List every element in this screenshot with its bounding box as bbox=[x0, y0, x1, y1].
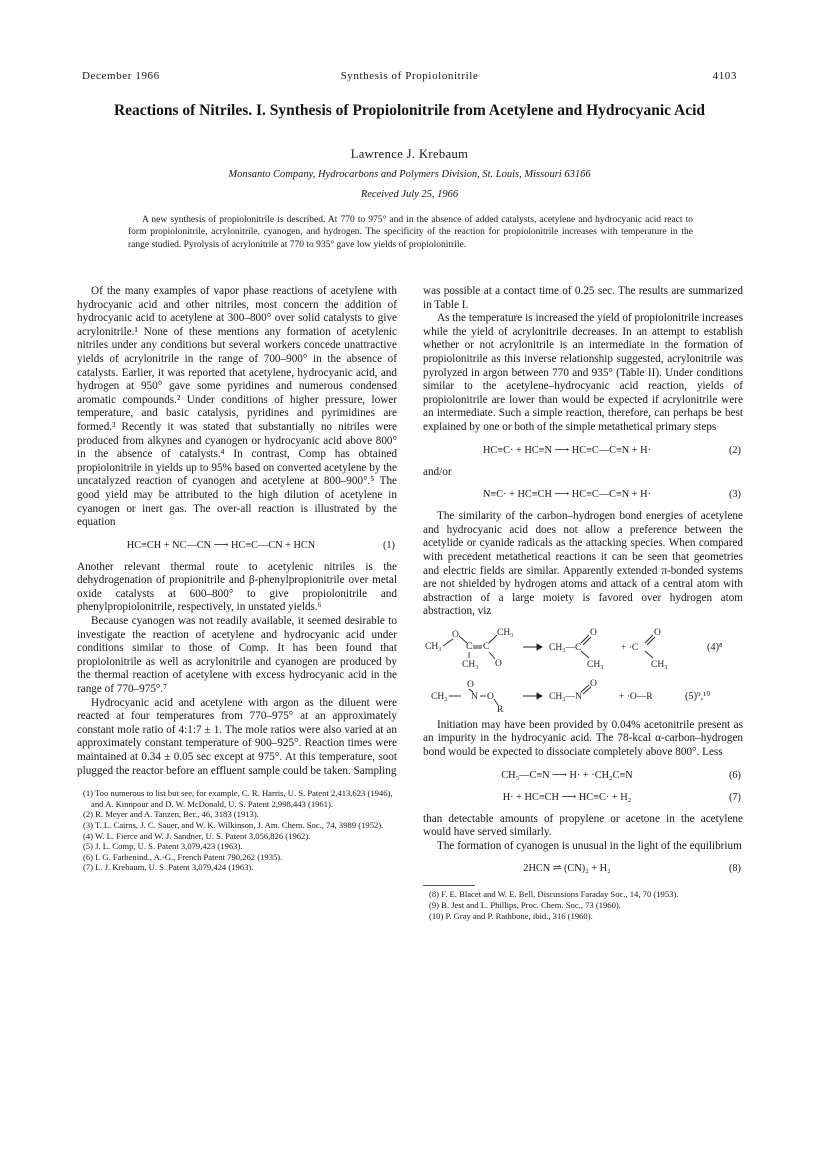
footnote: (3) T. L. Cairns, J. C. Sauer, and W. K. Wilkinson, J. Am. Chem. Soc., 74, 3989 (1952). bbox=[83, 819, 384, 830]
author: Lawrence J. Krebaum bbox=[350, 147, 469, 161]
paragraph: Because cyanogen was not readily available, it seemed desirable to investigate the reaction of acetylene and hydrocyanic acid under conditions similar to those of Comp. It has been found that propiolonitrile as well as acrylonitrile and cyanogen are produced by the thermal reaction of acetylene with excess hydrocyanic acid in the range of 770–975°.⁷ bbox=[77, 615, 397, 696]
footnote: (8) F. E. Blacet and W. E. Bell, Discussions Faraday Soc., 14, 70 (1953). bbox=[429, 889, 679, 900]
equation-number: (1) bbox=[382, 539, 395, 551]
and-or-label: and/or bbox=[423, 465, 452, 478]
svg-text:CH₃: CH₃ bbox=[651, 659, 668, 670]
running-head bbox=[82, 70, 737, 86]
paragraph: was possible at a contact time of 0.25 sec. The results are summarized in Table I. bbox=[423, 285, 743, 311]
svg-text:+ ·O—R: + ·O—R bbox=[619, 691, 653, 702]
footnotes-left bbox=[77, 788, 397, 873]
reaction-scheme-4 bbox=[423, 625, 743, 671]
equation-number: (3) bbox=[728, 489, 741, 501]
paragraph: The similarity of the carbon–hydrogen bond energies of acetylene and hydrocyanic acid does not allow a preference between the acetylide or cyanide radicals as the attacking species. When compared with precedent metathetical reactions it can be seen that geometries and electric fields are similar. Apparently extended π-bonded systems are not shielded by hydrogen atoms and attack of a central atom with abstraction of a large moiety is favored over hydrogen atom abstraction, viz bbox=[423, 510, 743, 618]
svg-text:O: O bbox=[590, 678, 597, 689]
running-head-date: December 1966 bbox=[82, 70, 160, 82]
paragraph: Of the many examples of vapor phase reactions of acetylene with hydrocyanic acid and other nitriles, most concern the addition of hydrocyanic acid to acetylene at 300–800° over solid catalysts to give acrylonitrile.¹ None of these mentions any formation of acetylenic nitriles under any conditions but several workers concede unattractive yields of acrylonitrile in the range of 700–900° in the absence of catalysts. Earlier, it was reported that acetylene, hydrocyanic acid, and hydrogen at 950° gave some pyridines and numerous condensed aromatic compounds.² Under conditions of higher pressure, lower temperature, and basic catalysis, pyridines and pyrimidines are formed.³ Recently it was stated that substantially no nitriles were produced from alkynes and cyanogen or hydrocyanic acid above 800° in the absence of catalysts.⁴ In contrast, Comp has obtained propiolonitrile in yields up to 95% based on converted acetylene by the uncatalyzed reaction of cyanogen and acetylene at 800–900°.⁵ The good yield may be attributed to the high dilution of acetylene in cyanogen or inert gas. The over-all reaction is illustrated by the equation bbox=[77, 285, 397, 529]
equation-1 bbox=[77, 539, 397, 552]
svg-text:CH₃: CH₃ bbox=[425, 641, 442, 652]
svg-text:CH₃: CH₃ bbox=[431, 691, 448, 702]
svg-text:+ ·C: + ·C bbox=[621, 642, 639, 653]
page-number: 4103 bbox=[712, 70, 737, 82]
equation-formula: 2HCN ⇌ (CN)₂ + H₂ bbox=[523, 863, 611, 875]
equation-formula: CH₃—C≡N ⟶ H· + ·CH₂C≡N bbox=[501, 769, 633, 781]
equation-number: (4)⁸ bbox=[707, 641, 723, 653]
footnote: (9) B. Jest and L. Phillips, Proc. Chem. Soc., 73 (1960). bbox=[429, 900, 621, 911]
footnote: (5) J. L. Comp, U. S. Patent 3,079,423 (1963). bbox=[83, 841, 243, 852]
equation-number: (6) bbox=[728, 769, 741, 781]
paragraph: Hydrocyanic acid and acetylene with argon as the diluent were reacted at four temperatures from 770–975° at an approximately constant mole ratio of 4:1:7 ± 1. The mole ratios were also varied at an approximately constant temperature of 900–925°. Reaction times were maintained at 0.34 ± 0.05 sec except at 975°. At this temperature, soot plugged the reactor before an effluent sample could be taken. Sampling bbox=[77, 696, 397, 777]
footnote: (7) L. J. Krebaum, U. S. Patent 3,079,424 (1963). bbox=[83, 862, 254, 873]
equation-formula: HC≡CH + NC—CN ⟶ HC≡C—CN + HCN bbox=[126, 539, 316, 551]
equation-8 bbox=[423, 862, 743, 875]
svg-text:CH₃—C: CH₃—C bbox=[549, 642, 582, 653]
svg-text:O: O bbox=[487, 691, 494, 702]
footnote: (10) P. Gray and P. Rathbone, ibid., 316 (1960). bbox=[429, 910, 593, 921]
paragraph: Another relevant thermal route to acetylenic nitriles is the dehydrogenation of propionitrile and β-phenylpropionitrile over metal oxide catalysts at 600–800° to give propiolonitrile and phenylpropiolonitrile, respectively, in unstated yields.⁶ bbox=[77, 560, 397, 614]
article-title: Reactions of Nitriles. I. Synthesis of Propiolonitrile from Acetylene and Hydrocyanic Acid bbox=[113, 102, 706, 119]
received-date: Received July 25, 1966 bbox=[360, 189, 459, 200]
svg-text:CH₃: CH₃ bbox=[462, 659, 479, 670]
footnote-divider bbox=[423, 885, 475, 886]
paragraph: than detectable amounts of propylene or acetone in the acetylene would have served similarly. bbox=[423, 812, 743, 839]
right-column bbox=[423, 285, 743, 921]
equation-7 bbox=[423, 791, 743, 804]
footnotes-right bbox=[423, 889, 743, 921]
equation-number: (7) bbox=[728, 791, 741, 803]
equation-number: (8) bbox=[728, 863, 741, 875]
equation-formula: N≡C· + HC≡CH ⟶ HC≡C—C≡N + H· bbox=[482, 489, 652, 501]
paragraph: Initiation may have been provided by 0.04% acetonitrile present as an impurity in the hydrocyanic acid. The 78-kcal α-carbon–hydrogen bond would be expected to dissociate completely above 800°. Less bbox=[423, 718, 743, 759]
footnote: (1) Too numerous to list but see, for example, C. R. Harris, U. S. Patent 2,413,623 (1946), and A. Kinnpour and D. W. McDonald, U. S. Patent 2,998,443 (1961). bbox=[83, 788, 393, 809]
equation-formula: HC≡C· + HC≡N ⟶ HC≡C—C≡N + H· bbox=[482, 444, 652, 456]
svg-text:O: O bbox=[654, 627, 661, 638]
equation-6 bbox=[423, 769, 743, 782]
svg-text:O: O bbox=[590, 627, 597, 638]
footnote: (4) W. L. Fierce and W. J. Sandner, U. S. Patent 3,056,826 (1962). bbox=[83, 830, 311, 841]
footnote: (2) R. Meyer and A. Tanzen, Ber., 46, 3183 (1913). bbox=[83, 809, 259, 820]
svg-text:CH₃: CH₃ bbox=[587, 659, 604, 670]
svg-text:C: C bbox=[483, 641, 490, 652]
left-column bbox=[77, 285, 397, 873]
equation-number: (2) bbox=[728, 444, 741, 456]
svg-text:CH₃—N: CH₃—N bbox=[549, 691, 582, 702]
equation-2 bbox=[423, 444, 743, 457]
paragraph: The formation of cyanogen is unusual in the light of the equilibrium bbox=[437, 839, 742, 852]
svg-text:CH₃: CH₃ bbox=[497, 627, 514, 638]
paragraph: As the temperature is increased the yield of propiolonitrile increases while the yield of acrylonitrile decreases. In an attempt to establish whether or not acrylonitrile is an intermediate in the formation of propiolonitrile as this inverse relationship suggested, acrylonitrile was pyrolyzed in argon between 770 and 935° (Table II). Under conditions similar to the acetylene–hydrocyanic acid reaction, yields of propiolonitrile are lower than would be expected if acrylonitrile were an intermediate. Such a simple reaction, therefore, can perhaps be best explained by one or both of the simple metathetical primary steps bbox=[423, 312, 743, 433]
svg-text:O: O bbox=[495, 658, 502, 669]
equation-number: (5)⁹,¹⁰ bbox=[685, 690, 711, 702]
equation-3 bbox=[423, 488, 743, 501]
affiliation: Monsanto Company, Hydrocarbons and Polymers Division, St. Louis, Missouri 63166 bbox=[228, 169, 591, 180]
svg-text:C: C bbox=[466, 641, 473, 652]
running-head-title: Synthesis of Propiolonitrile bbox=[340, 70, 479, 82]
svg-text:R: R bbox=[497, 704, 504, 715]
footnote: (6) I. G. Farbenind., A.-G., French Patent 790,262 (1935). bbox=[83, 851, 283, 862]
equation-formula: H· + HC≡CH ⟶ HC≡C· + H₂ bbox=[502, 791, 632, 803]
reaction-scheme-5 bbox=[423, 677, 743, 715]
svg-text:N: N bbox=[471, 691, 478, 702]
svg-text:O: O bbox=[452, 629, 459, 640]
svg-text:O: O bbox=[467, 679, 474, 690]
abstract: A new synthesis of propiolonitrile is described. At 770 to 975° and in the absence of added catalysts, acetylene and hydrocyanic acid react to form propiolonitrile, acrylonitrile, cyanogen, and hydrogen. The specificity of the reaction for propiolonitrile increases with temperature in the range studied. Pyrolysis of acrylonitrile at 770 to 935° gave low yields of propiolonitrile. bbox=[128, 215, 693, 250]
